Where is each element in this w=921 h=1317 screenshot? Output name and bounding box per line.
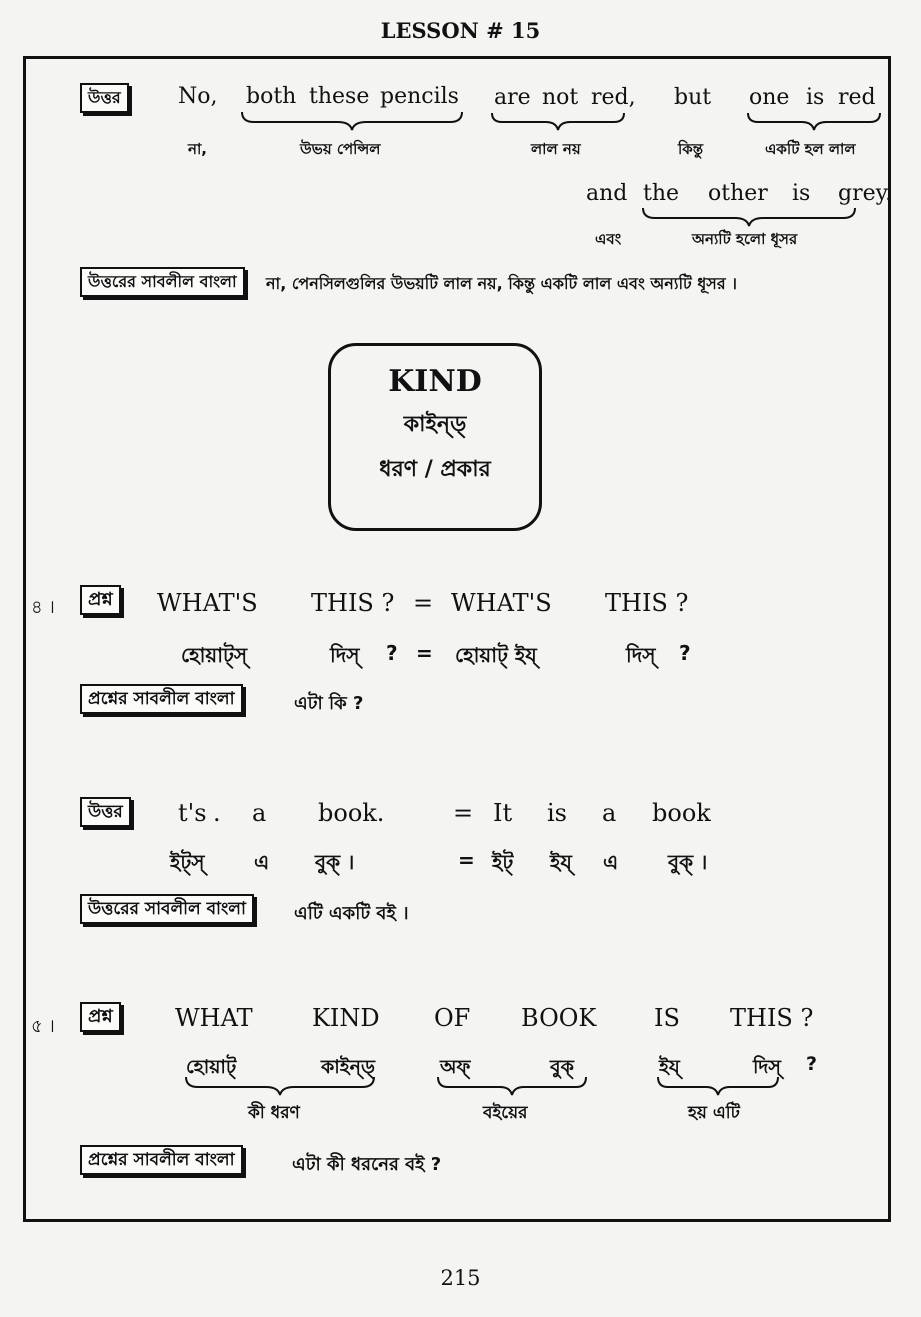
ans-en-equals: = xyxy=(453,799,474,827)
word-pencils: pencils xyxy=(380,84,459,109)
question-label: প্রশ্ন xyxy=(80,585,121,615)
q4-en-whats-2: WHAT'S xyxy=(451,589,552,617)
brace-both-these-pencils xyxy=(242,112,462,130)
word-other: other xyxy=(708,181,768,206)
q5-en-kind: KIND xyxy=(312,1004,380,1032)
ans-bn-a: এ xyxy=(254,850,270,874)
question-fluent-text-5: এটা কী ধরনের বই ? xyxy=(292,1154,442,1175)
bn-but: কিন্তু xyxy=(678,140,704,158)
vocab-pronunciation: কাইন্ড্ xyxy=(403,412,467,437)
bn-and: এবং xyxy=(595,230,622,248)
ans-bn-is: ইয্ xyxy=(550,850,572,874)
ans-bn-it: ইট্ xyxy=(492,850,514,874)
q4-en-whats: WHAT'S xyxy=(157,589,258,617)
ans-bn-its: ইট্স্ xyxy=(170,850,205,874)
word-and: and xyxy=(586,181,628,206)
answer-fluent-label: উত্তরের সাবলীল বাংলা xyxy=(80,267,245,297)
ans-bn-book: বুক্ । xyxy=(315,850,355,874)
q5-bn-this: দিস্ xyxy=(753,1056,781,1078)
q4-bn-this: দিস্ xyxy=(330,643,360,667)
q4-en-this: THIS ? xyxy=(311,589,395,617)
word-no: No, xyxy=(178,84,218,109)
word-is: is xyxy=(806,85,825,110)
q5-bn-of: অফ্ xyxy=(440,1056,471,1078)
ans-en-its: t's xyxy=(178,799,207,827)
word-red-2: red xyxy=(838,85,876,110)
q5-en-is: IS xyxy=(654,1004,680,1032)
brace-the-other-is-grey xyxy=(643,208,855,226)
q5-meaning-what-kind: কী ধরণ xyxy=(248,1103,300,1123)
ans-en-it: It xyxy=(493,799,513,827)
word-one: one xyxy=(749,85,790,110)
bn-na: না, xyxy=(188,140,208,158)
bn-one-is-red: একটি হল লাল xyxy=(765,140,856,158)
answer-fluent-label-2: উত্তরের সাবলীল বাংলা xyxy=(80,894,254,924)
question-fluent-text: এটা কি ? xyxy=(294,693,364,714)
word-the: the xyxy=(643,181,680,206)
q5-bn-is: ইয্ xyxy=(659,1056,680,1078)
vocabulary-card xyxy=(328,343,542,531)
q4-bn-q-2: ? xyxy=(679,641,691,665)
word-is-2: is xyxy=(792,181,811,206)
ans-bn-a-2: এ xyxy=(603,850,619,874)
ans-en-dot: . xyxy=(213,799,221,827)
question-number-4: ৪ । xyxy=(31,597,55,618)
question-fluent-label-5: প্রশ্নের সাবলীল বাংলা xyxy=(80,1145,243,1175)
question-fluent-label: প্রশ্নের সাবলীল বাংলা xyxy=(80,684,243,714)
word-red: red, xyxy=(591,85,636,110)
page-title: LESSON # 15 xyxy=(380,18,541,43)
ans-en-a: a xyxy=(252,799,267,827)
q4-bn-what-is: হোয়াট্ ইয্ xyxy=(455,643,537,667)
ans-en-is: is xyxy=(547,799,567,827)
ans-en-book-2: book xyxy=(652,799,711,827)
q5-meaning-of-book: বইয়ের xyxy=(483,1103,528,1123)
q4-bn-whats: হোয়াট্স্ xyxy=(181,643,248,667)
q5-en-book: BOOK xyxy=(521,1004,597,1032)
q5-en-this: THIS ? xyxy=(730,1004,814,1032)
vocab-word: KIND xyxy=(388,364,482,399)
word-both: both xyxy=(246,84,297,109)
ans-en-a-2: a xyxy=(602,799,617,827)
word-are: are xyxy=(494,85,531,110)
answer-label-2: উত্তর xyxy=(80,797,131,827)
word-these: these xyxy=(309,84,370,109)
q5-en-what: WHAT xyxy=(175,1004,253,1032)
vocab-meaning: ধরণ / প্রকার xyxy=(379,457,491,482)
ans-en-book: book. xyxy=(318,799,385,827)
bn-both-pencil: উভয় পেন্সিল xyxy=(300,140,381,158)
brace-one-is-red xyxy=(748,113,880,130)
q5-bn-kind: কাইন্ড্ xyxy=(321,1056,376,1078)
q4-bn-equals: = xyxy=(416,641,433,665)
ans-bn-book-2: বুক্ । xyxy=(668,850,708,874)
bn-not-red: লাল নয় xyxy=(531,140,581,158)
q4-en-equals: = xyxy=(413,589,434,617)
word-grey: grey. xyxy=(838,181,893,206)
q5-bn-what: হোয়াট্ xyxy=(186,1056,237,1078)
answer-fluent-text-2: এটি একটি বই । xyxy=(294,903,409,924)
q5-bn-q: ? xyxy=(806,1053,818,1075)
ans-bn-equals: = xyxy=(458,848,475,872)
q5-en-of: OF xyxy=(434,1004,471,1032)
word-but: but xyxy=(674,85,712,110)
question-number-5: ৫ । xyxy=(31,1016,55,1037)
question-label-5: প্রশ্ন xyxy=(80,1002,121,1032)
word-not: not xyxy=(542,85,579,110)
answer-label: উত্তর xyxy=(80,83,129,113)
q5-meaning-is-this: হয় এটি xyxy=(688,1103,740,1123)
brace-are-not-red xyxy=(492,113,624,130)
q4-en-this-2: THIS ? xyxy=(605,589,689,617)
q4-bn-q: ? xyxy=(386,641,398,665)
page-number: 215 xyxy=(440,1266,481,1290)
q4-bn-this-2: দিস্ xyxy=(626,643,656,667)
q5-bn-book: বুক্ xyxy=(550,1056,574,1078)
answer-fluent-text: না, পেনসিলগুলির উভয়টি লাল নয়, কিন্তু একটি লাল এবং অন্যটি ধূসর । xyxy=(266,274,737,293)
bn-the-other-grey: অন্যটি হলো ধূসর xyxy=(692,230,798,248)
